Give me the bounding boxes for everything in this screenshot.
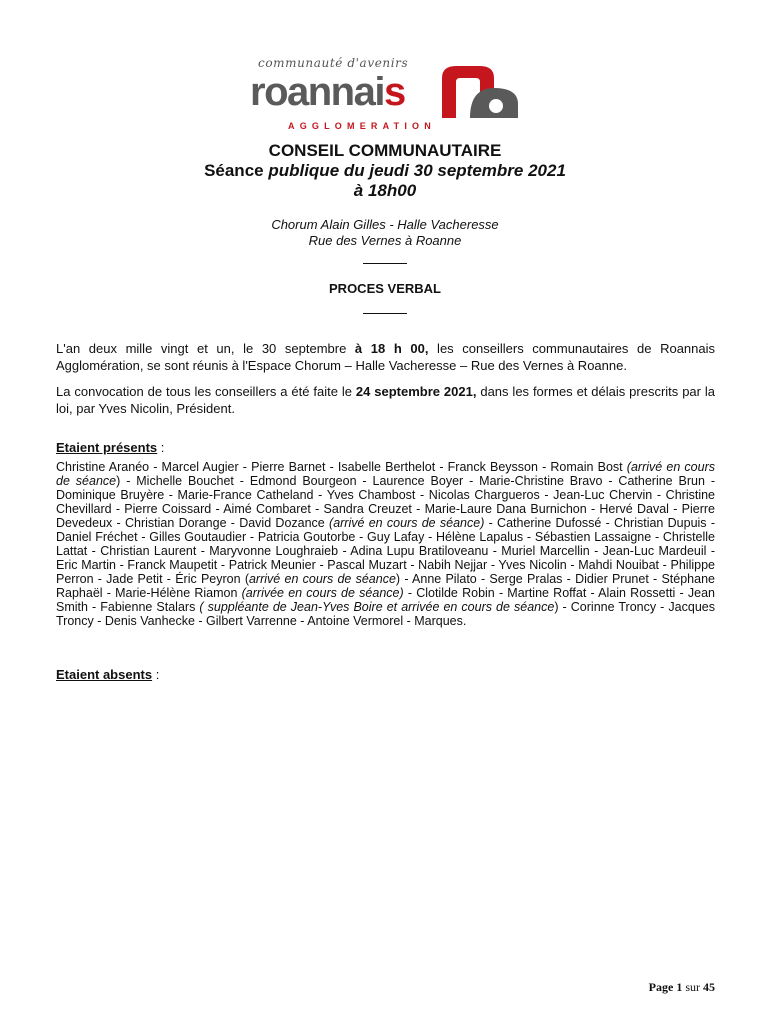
convocation-text: La convocation de tous les conseillers a été faite le xyxy=(56,384,356,399)
member-names: ) - Michelle Bouchet - Edmond Bourgeon - Laurence Boyer - Marie-Christine Bravo - Catherine Brun - Dominique Bruyère - Marie-France Catheland - Yves Chambost - Nicolas Chargueros - Jean-Luc Chervin - Christine Chevillard - Pierre Coissard - Aimé Combaret - Sandra Creuzet - Marie-Laure Dana Burnichon - Hervé Daval - Pierre Devedeux - Christian Dorange - David Dozance xyxy=(56,474,716,530)
logo-word-accent: s xyxy=(383,70,405,114)
session-line xyxy=(0,161,770,181)
heading-colon: : xyxy=(152,667,160,682)
member-names: Christine Aranéo - Marcel Augier - Pierre Barnet - Isabelle Berthelot - Franck Beysson - Romain Bost xyxy=(56,460,627,474)
roannais-agglomeration-logo xyxy=(250,56,520,136)
convocation-date-bold: 24 septembre 2021, xyxy=(355,384,477,399)
page-of-label: sur xyxy=(682,980,703,994)
member-names: - Catherine Dufossé - Christian Dupuis - Daniel Fréchet - Gilles Goutaudier - Patricia Goutorbe - Guy Lafay - Hélène Lapalus - Sébastien Lassaigne - Christelle Lattat - Christian Laurent - Maryvonne Loughraieb - Adina Lupu Bratiloveanu - Muriel Marcellin - Jean-Luc Mardeuil - Eric Martin - Franck Maupetit - Patrick Meunier - Pascal Muzart - Nabih Nejjar - Yves Nicolin - Mahdi Nouibat - Philippe Perron - Jade Petit - Éric Peyron ( xyxy=(56,516,715,586)
absent-heading xyxy=(56,667,159,682)
intro-text: les conseillers communautaires de Roannais Agglomération, se sont réunis à l'Espace Chorum – Halle Vacheresse – Rue des Vernes à Roanne. xyxy=(56,341,715,373)
doc-type-heading: PROCES VERBAL xyxy=(329,281,441,296)
arrival-note: (arrivé en cours de séance xyxy=(56,460,715,488)
session-time: à 18h00 xyxy=(353,181,417,200)
arrival-note: (arrivée en cours de séance) xyxy=(241,586,404,600)
logo-mark-icon xyxy=(440,64,518,120)
absent-heading-label: Etaient absents xyxy=(56,667,153,682)
arrival-note: arrivé en cours de séance xyxy=(248,572,396,586)
logo-subtitle: AGGLOMERATION xyxy=(288,121,436,131)
logo-tagline: communauté d'avenirs xyxy=(258,56,409,70)
member-names: ) - Anne Pilato - Serge Pralas - Didier Prunet - Stéphane Raphaël - Marie-Hélène Riamon xyxy=(56,572,715,600)
heading-colon: : xyxy=(157,440,165,455)
document-title: CONSEIL COMMUNAUTAIRE xyxy=(268,141,502,160)
present-members-list xyxy=(56,460,715,628)
separator-rule xyxy=(363,263,407,264)
intro-paragraph-2 xyxy=(56,383,715,417)
intro-text: L'an deux mille vingt et un, le 30 septembre xyxy=(56,341,355,356)
intro-paragraph-1 xyxy=(56,340,715,374)
member-names: ) - Corinne Troncy - Jacques Troncy - Denis Vanhecke - Gilbert Varrenne - Antoine Vermorel - Marques. xyxy=(56,600,715,628)
present-heading xyxy=(56,440,164,455)
logo-word-main: roannai xyxy=(250,70,384,114)
present-heading-label: Etaient présents xyxy=(56,440,158,455)
session-prefix: Séance xyxy=(204,161,269,180)
venue-line-1: Chorum Alain Gilles - Halle Vacheresse xyxy=(271,217,499,232)
arrival-note: ( suppléante de Jean-Yves Boire et arrivée en cours de séance xyxy=(199,600,555,614)
intro-time-bold: à 18 h 00, xyxy=(354,341,429,356)
convocation-text: dans les formes et délais prescrits par la loi, par Yves Nicolin, Président. xyxy=(56,384,715,416)
logo-wordmark xyxy=(250,70,405,115)
separator-rule xyxy=(363,313,407,314)
member-names: - Clotilde Robin - Martine Roffat - Alain Rossetti - Jean Smith - Fabienne Stalars xyxy=(56,586,715,614)
venue-line-2: Rue des Vernes à Roanne xyxy=(308,233,462,248)
page-number xyxy=(649,980,715,995)
session-date: publique du jeudi 30 septembre 2021 xyxy=(268,161,566,180)
page-current: 1 xyxy=(676,980,683,994)
page-label: Page xyxy=(648,980,677,994)
page-total: 45 xyxy=(703,980,715,994)
arrival-note: (arrivé en cours de séance) xyxy=(329,516,485,530)
